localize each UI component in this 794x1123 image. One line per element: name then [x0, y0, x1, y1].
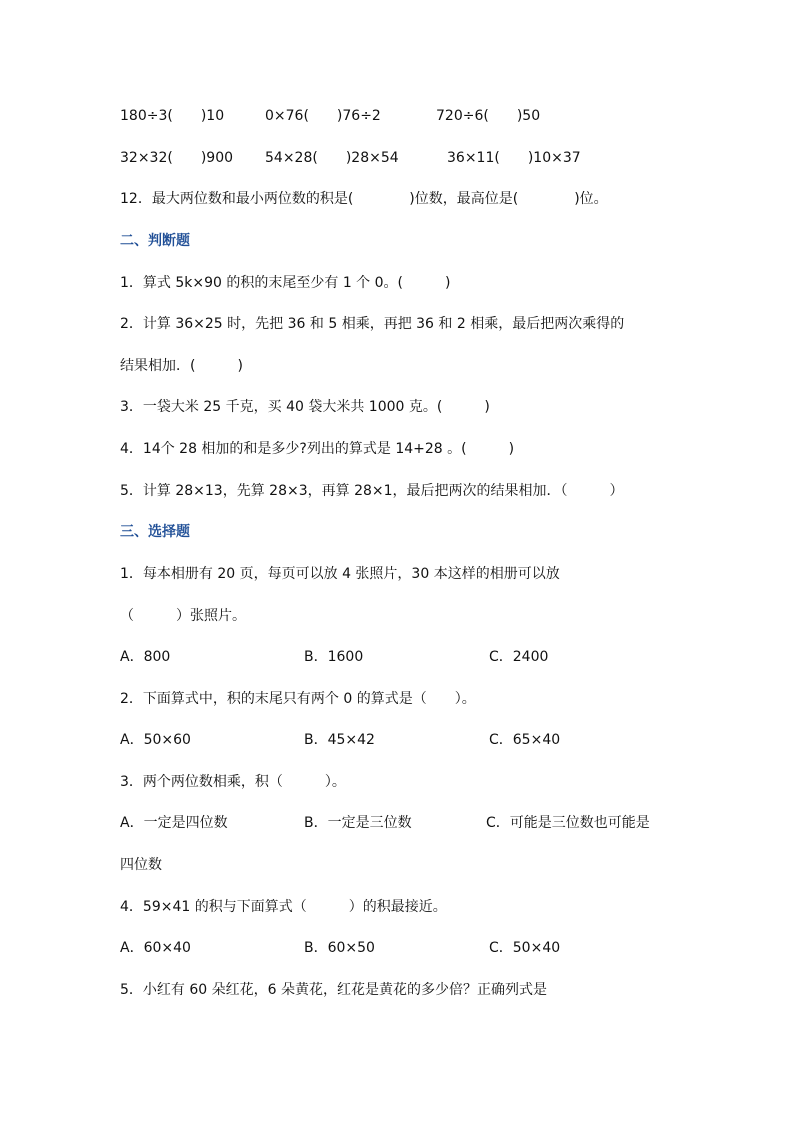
option-a: A．60×40 [120, 940, 191, 956]
judgement-item: 结果相加．( ) [120, 358, 243, 374]
choice-question: 5．小红有 60 朵红花，6 朵黄花，红花是黄花的多少倍？正确列式是 [120, 982, 547, 998]
option-b: B．一定是三位数 [304, 815, 412, 831]
judgement-item: 4．14个 28 相加的和是多少?列出的算式是 14+28 。( ) [120, 441, 515, 457]
compare-item: 0×76( )76÷2 [265, 108, 381, 124]
section-title-choice: 三、选择题 [120, 524, 190, 540]
option-a: A．50×60 [120, 732, 191, 748]
choice-question: 2．下面算式中，积的末尾只有两个 0 的算式是（ ）。 [120, 691, 476, 707]
judgement-item: 1．算式 5k×90 的积的末尾至少有 1 个 0。( ) [120, 275, 451, 291]
judgement-item: 2．计算 36×25 时，先把 36 和 5 相乘，再把 36 和 2 相乘，最后把两次乘得的 [120, 316, 625, 332]
choice-question: 1．每本相册有 20 页，每页可以放 4 张照片，30 本这样的相册可以放 [120, 566, 560, 582]
option-c: C．2400 [489, 649, 549, 665]
question-12: 12．最大两位数和最小两位数的积是( )位数，最高位是( )位。 [120, 191, 608, 207]
compare-item: 720÷6( )50 [436, 108, 541, 124]
choice-question: 3．两个两位数相乘，积（ ）。 [120, 774, 346, 790]
choice-question: 4．59×41 的积与下面算式（ ）的积最接近。 [120, 899, 447, 915]
choice-question: （ ）张照片。 [120, 608, 246, 624]
option-c: C．可能是三位数也可能是 [486, 815, 650, 831]
compare-item: 54×28( )28×54 [265, 150, 399, 166]
option-a: A．一定是四位数 [120, 815, 228, 831]
compare-item: 32×32( )900 [120, 150, 234, 166]
judgement-item: 5．计算 28×13，先算 28×3，再算 28×1，最后把两次的结果相加．（ ） [120, 483, 624, 499]
choice-question: 四位数 [120, 857, 162, 873]
option-c: C．65×40 [489, 732, 561, 748]
option-b: B．60×50 [304, 940, 375, 956]
option-a: A．800 [120, 649, 171, 665]
option-c: C．50×40 [489, 940, 561, 956]
compare-item: 36×11( )10×37 [447, 150, 581, 166]
section-title-judgement: 二、判断题 [120, 233, 190, 249]
option-b: B．45×42 [304, 732, 375, 748]
compare-item: 180÷3( )10 [120, 108, 225, 124]
option-b: B．1600 [304, 649, 364, 665]
judgement-item: 3．一袋大米 25 千克，买 40 袋大米共 1000 克。( ) [120, 399, 490, 415]
